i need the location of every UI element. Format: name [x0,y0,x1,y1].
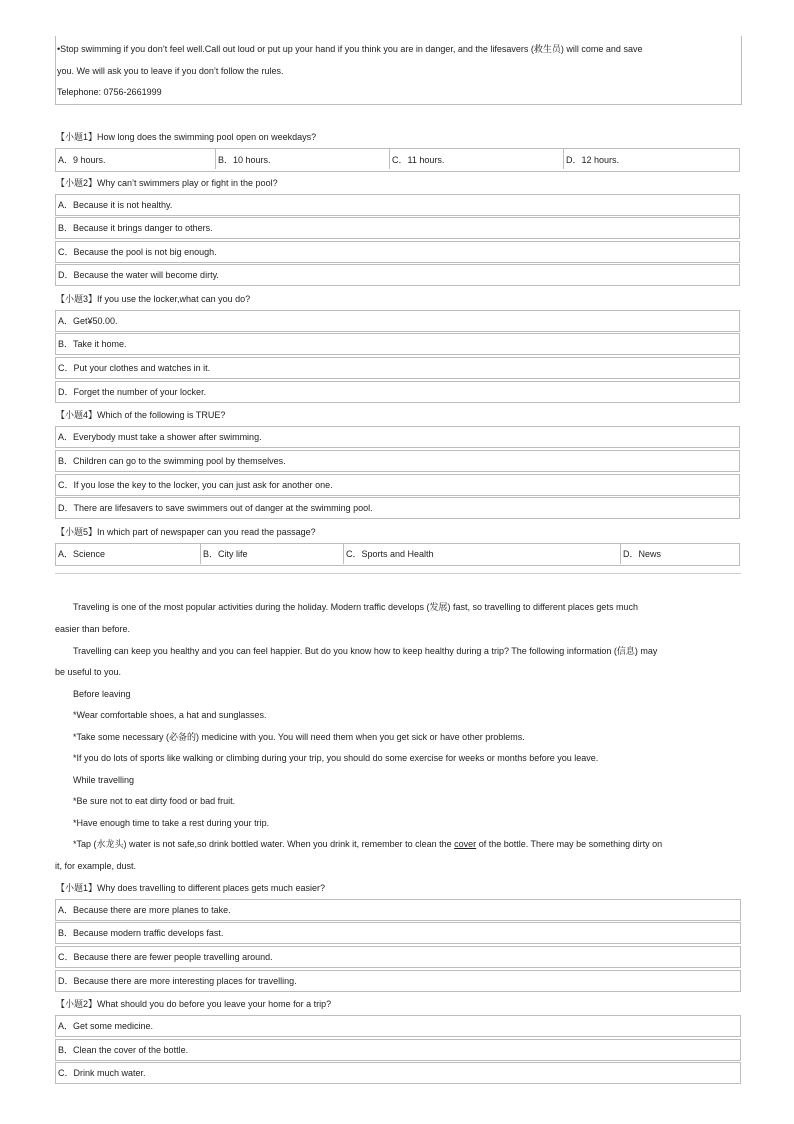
option-c[interactable]: C．Because there are fewer people travelling around. [58,952,273,962]
option-d[interactable]: D．News [620,544,739,564]
option-row[interactable] [55,217,740,239]
question-stem: 【小题2】Why can’t swimmers play or fight in the pool? [56,178,278,188]
option-row[interactable] [55,474,740,496]
telephone-text: Telephone: 0756-2661999 [57,87,162,97]
option-b[interactable]: B．Take it home. [58,339,127,349]
option-row[interactable] [55,1039,741,1061]
option-row[interactable] [55,426,740,448]
passage-line: easier than before. [55,624,131,634]
tip-item: *Have enough time to take a rest during your trip. [73,818,270,828]
option-row[interactable] [55,333,740,355]
options-row [55,543,740,566]
option-row[interactable] [55,381,740,403]
option-a[interactable]: A．9 hours. [58,155,106,165]
question-stem: 【小题3】If you use the locker,what can you do? [56,294,251,304]
underlined-word: cover [454,839,477,849]
option-c[interactable]: C．11 hours. [389,149,563,169]
question-stem: 【小题4】Which of the following is TRUE? [56,410,226,420]
option-b[interactable]: B．Children can go to the swimming pool by themselves. [58,456,286,466]
option-row[interactable] [55,310,740,332]
option-row[interactable] [55,970,741,992]
option-c[interactable]: C．Drink much water. [58,1068,146,1078]
passage-line: be useful to you. [55,667,122,677]
option-row[interactable] [55,497,740,519]
passage-line: it, for example, dust. [55,861,137,871]
option-c[interactable]: C．If you lose the key to the locker, you can just ask for another one. [58,480,333,490]
question-stem: 【小题5】In which part of newspaper can you read the passage? [56,527,316,537]
option-row[interactable] [55,194,740,216]
passage-line: Travelling can keep you healthy and you can feel happier. But do you know how to keep healthy during a trip? The following information (信息) may [73,646,658,656]
option-d[interactable]: D．Forget the number of your locker. [58,387,207,397]
option-a[interactable]: A．Because it is not healthy. [58,200,173,210]
option-c[interactable]: C．Because the pool is not big enough. [58,247,217,257]
option-d[interactable]: D．Because the water will become dirty. [58,270,219,280]
option-row[interactable] [55,1062,741,1084]
option-a[interactable]: A．Get¥50.00. [58,316,118,326]
tip-item: *If you do lots of sports like walking or climbing during your trip, you should do some exercise for weeks or months before you leave. [73,753,599,763]
tip-item: *Be sure not to eat dirty food or bad fruit. [73,796,236,806]
section-heading: While travelling [73,775,135,785]
question-stem: 【小题2】What should you do before you leave your home for a trip? [56,999,332,1009]
option-row[interactable] [55,357,740,379]
option-b[interactable]: B．Clean the cover of the bottle. [58,1045,189,1055]
option-b[interactable]: B．10 hours. [215,149,389,169]
option-c[interactable]: C．Put your clothes and watches in it. [58,363,211,373]
tip-text: of the bottle. There may be something dirty on [476,839,663,849]
option-row[interactable] [55,264,740,286]
option-row[interactable] [55,946,741,968]
passage-line: •Stop swimming if you don’t feel well.Call out loud or put up your hand if you think you are in danger, and the lifesavers (救生员) will come and save [57,44,643,54]
question-stem: 【小题1】How long does the swimming pool open on weekdays? [56,132,317,142]
option-b[interactable]: B．Because it brings danger to others. [58,223,213,233]
option-b[interactable]: B．City life [200,544,343,564]
tip-item [73,838,662,850]
option-d[interactable]: D．Because there are more interesting places for travelling. [58,976,297,986]
question-stem: 【小题1】Why does travelling to different places gets much easier? [56,883,325,893]
option-row[interactable] [55,241,740,263]
option-a[interactable]: A．Get some medicine. [58,1021,154,1031]
option-row[interactable] [55,450,740,472]
option-d[interactable]: D．12 hours. [563,149,739,169]
option-row[interactable] [55,1015,741,1037]
passage-line: Traveling is one of the most popular activities during the holiday. Modern traffic develops (发展) fast, so travelling to different places gets much [73,602,638,612]
option-row[interactable] [55,899,741,921]
option-a[interactable]: A．Science [58,549,106,559]
tip-text: *Tap (水龙头) water is not safe,so drink bottled water. When you drink it, remember to clean the [73,839,455,849]
option-d[interactable]: D．There are lifesavers to save swimmers out of danger at the swimming pool. [58,503,373,513]
options-row [55,148,740,172]
option-b[interactable]: B．Because modern traffic develops fast. [58,928,224,938]
option-c[interactable]: C．Sports and Health [343,544,620,564]
option-a[interactable]: A．Everybody must take a shower after swimming. [58,432,262,442]
section-divider [55,573,741,574]
option-row[interactable] [55,922,741,944]
passage-line: you. We will ask you to leave if you don’t follow the rules. [57,66,284,76]
tip-item: *Take some necessary (必备的) medicine with you. You will need them when you get sick or have other problems. [73,732,525,742]
option-a[interactable]: A．Because there are more planes to take. [58,905,231,915]
tip-item: *Wear comfortable shoes, a hat and sunglasses. [73,710,267,720]
section-heading: Before leaving [73,689,131,699]
